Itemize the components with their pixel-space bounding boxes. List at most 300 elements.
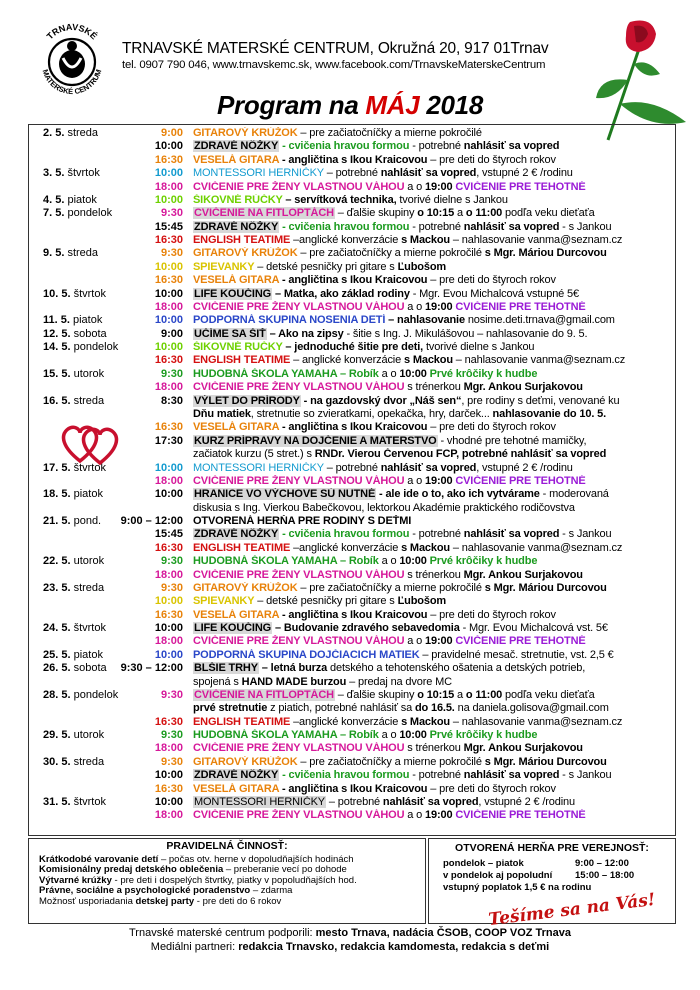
text-segment: – pre začiatočníčky a mierne pokročilé (297, 247, 485, 260)
text-segment: CVIČENIE PRE ŽENY VLASTNOU VÁHOU (193, 300, 405, 313)
schedule-row (29, 475, 675, 487)
event-time: 10:00 (154, 140, 183, 153)
text-segment: - s Jankou (559, 769, 612, 782)
text-segment: a o (404, 635, 426, 648)
schedule-row (29, 261, 675, 273)
text-segment: – ďalšie skupiny (334, 207, 418, 220)
event-description (193, 221, 673, 233)
text-segment: nahlásiť sa vopred (380, 461, 477, 474)
text-segment: 19:00 (425, 635, 453, 648)
event-time: 9:30 (160, 581, 183, 594)
text-segment: LIFE KOUČING (194, 622, 272, 635)
text-segment: 10:00 (399, 367, 427, 380)
text-segment: ENGLISH TEATIME (193, 541, 291, 554)
text-segment: nahlásiť sa vopred (463, 220, 560, 233)
schedule-row (29, 756, 675, 768)
event-description (193, 341, 673, 353)
text-segment: VESELÁ GITARA (193, 421, 280, 434)
event-time: 10:00 (154, 341, 183, 354)
event-date: 31. 5. štvrtok (43, 796, 106, 808)
event-description (193, 609, 673, 621)
text-segment: začiatok kurzu (5 stret.) s (193, 448, 315, 461)
text-segment: nahlásiť sa vopred (380, 167, 477, 180)
text-segment: ZDRAVÉ NÔŽKY (194, 769, 279, 782)
event-time: 9:00 (160, 327, 183, 340)
text-segment: , vstupné 2 € /rodinu (478, 796, 575, 808)
schedule-row (29, 274, 675, 286)
event-date: 14. 5. pondelok (43, 341, 119, 354)
text-segment: Výtvarné krúžky (39, 874, 112, 886)
text-segment: 19:00 (425, 474, 453, 487)
text-segment: - ale ide o to, ako ich vytvárame (376, 488, 540, 501)
event-description (193, 140, 673, 152)
text-segment: - šitie s Ing. J. Mikulášovou (343, 327, 475, 340)
open-play-heading: OTVORENÁ HERŇA PRE VEREJNOSŤ: (455, 842, 649, 854)
event-date: 18. 5. piatok (43, 488, 103, 501)
event-time: 10:00 (154, 167, 183, 180)
text-segment: - pre deti i dospelých štvrtky, piatky v popoludňajších hod. (111, 874, 357, 886)
regular-activity-item (29, 897, 425, 908)
text-segment: RNDr. Vierou Červenou FCP, potrebné nahlásiť sa vopred (314, 448, 607, 461)
text-segment: VESELÁ GITARA (193, 608, 280, 621)
text-segment: nahlasovanie do 10. 5. (492, 407, 607, 420)
text-segment: PODPORNÁ SKUPINA NOSENIA DETÍ (193, 314, 386, 327)
event-description (193, 595, 673, 607)
event-description (193, 555, 673, 567)
event-time: 18:00 (154, 180, 183, 193)
schedule-row (29, 702, 675, 714)
text-segment: ZDRAVÉ NÔŽKY (194, 220, 279, 233)
text-segment: – nahlasovanie do 9. 5. (474, 327, 588, 340)
text-segment: o 11:00 (465, 688, 503, 701)
event-time: 16:30 (154, 541, 183, 554)
open-play-item: vstupný poplatok 1,5 € na rodinu (443, 882, 592, 893)
event-description (193, 234, 673, 246)
text-segment: z piatich, potrebné nahlásiť sa (267, 702, 415, 715)
event-time: 16:30 (154, 354, 183, 367)
text-segment: s Mackou (403, 354, 453, 367)
schedule-row (29, 689, 675, 701)
text-segment: s Mgr. Máriou Durcovou (484, 581, 607, 594)
schedule-row (29, 595, 675, 607)
event-description (193, 756, 673, 768)
text-segment: , vstupné 2 € /rodinu (476, 167, 573, 180)
event-description (193, 261, 673, 273)
text-segment: s Mackou (401, 234, 450, 247)
text-segment: CVIČENIE PRE TEHOTNÉ (455, 300, 586, 313)
text-segment: GITAROVÝ KRÚŽOK (193, 127, 298, 139)
text-segment: s trénerkou (404, 381, 464, 394)
event-time: 9:30 (160, 755, 183, 768)
text-segment: podľa veku dieťaťa (502, 207, 595, 220)
text-segment: detského a tehotenského ošatenia a detských potrieb, (327, 662, 586, 675)
text-segment: GITAROVÝ KRÚŽOK (193, 755, 298, 768)
schedule-row (29, 769, 675, 781)
text-segment: s trénerkou (404, 742, 464, 755)
text-segment: - vhodné pre tehotné mamičky, (437, 434, 587, 447)
text-segment: Krátkodobé varovanie detí (39, 853, 159, 865)
event-date: 7. 5. pondelok (43, 207, 113, 220)
event-time: 18:00 (154, 809, 183, 822)
schedule-row (29, 408, 675, 420)
text-segment: - Mgr. Evou Michalcová vst. 5€ (459, 622, 608, 635)
schedule-row (29, 194, 675, 206)
event-time: 9:30 (160, 247, 183, 260)
text-segment: – nahlasovanie vanma@seznam.cz (450, 541, 623, 554)
event-date: 28. 5. pondelok (43, 688, 119, 701)
text-segment: – ďalšie skupiny (334, 688, 418, 701)
text-segment: o 11:00 (465, 207, 503, 220)
text-segment: MONTESSORI HERNIČKY (193, 167, 324, 180)
text-segment: – nahlasovanie (385, 314, 468, 327)
text-segment: s Mackou (401, 541, 450, 554)
text-segment: 19:00 (425, 180, 453, 193)
text-segment: - angličtina s Ikou Kraicovou (279, 782, 428, 795)
text-segment: Mgr. Ankou Surjakovou (463, 742, 583, 755)
text-segment: diskusia s Ing. Vierkou Babečkovou, lektorkou Akadémie praktického rodičovstva (193, 501, 575, 514)
text-segment: – pre deti do štyroch rokov (427, 782, 556, 795)
schedule-row (29, 288, 675, 300)
event-date: 11. 5. piatok (43, 314, 103, 327)
event-time: 16:30 (154, 234, 183, 247)
text-segment: – jednoduché šitie pre deti, (282, 341, 426, 354)
text-segment: s Mgr. Máriou Durcovou (484, 247, 607, 260)
text-segment: Ľubošom (397, 595, 447, 608)
text-segment: HAND MADE burzou (241, 675, 347, 688)
text-segment: Prvé krôčiky k hudbe (429, 555, 538, 568)
event-description (193, 288, 673, 300)
event-description (193, 207, 673, 219)
text-segment: CVIČENIE PRE ŽENY VLASTNOU VÁHOU (193, 474, 405, 487)
event-time: 16:30 (154, 153, 183, 166)
event-description (193, 475, 673, 487)
text-segment: – servítková technika, (282, 193, 400, 206)
event-date: 23. 5. streda (43, 581, 105, 594)
text-segment: 10:00 (399, 555, 427, 568)
text-segment: o 10:15 (417, 688, 455, 701)
event-time: 16:30 (154, 782, 183, 795)
text-segment: a o (404, 809, 426, 822)
slogan: Tešíme sa na Vás! (487, 889, 657, 931)
text-segment: PODPORNÁ SKUPINA DOJČIACICH MATIEK (193, 648, 420, 661)
schedule-row (29, 448, 675, 460)
event-description (193, 408, 673, 420)
text-segment: – Ako na zipsy (266, 327, 344, 340)
text-segment: KURZ PRÍPRAVY NA DOJČENIE A MATERSTVO (194, 434, 437, 447)
text-segment: – potrebné (323, 461, 381, 474)
text-segment: GITAROVÝ KRÚŽOK (193, 581, 298, 594)
regular-activities-heading: PRAVIDELNÁ ČINNOSŤ: (166, 840, 288, 852)
event-description (193, 435, 673, 447)
schedule-table (28, 124, 676, 836)
schedule-row (29, 555, 675, 567)
event-description (193, 769, 673, 781)
event-time: 8:30 (160, 394, 183, 407)
event-description (193, 729, 673, 741)
schedule-row (29, 809, 675, 821)
event-time: 17:30 (154, 434, 183, 447)
event-description (193, 181, 673, 193)
schedule-row (29, 328, 675, 340)
text-segment: UČÍME SA ŠIŤ (194, 327, 266, 340)
event-date: 17. 5. štvrtok (43, 461, 106, 474)
text-segment: HUDOBNÁ ŠKOLA YAMAHA – Robík (193, 555, 379, 568)
schedule-row (29, 649, 675, 661)
text-segment: –anglické konverzácie (290, 234, 402, 247)
text-segment: a (454, 688, 466, 701)
schedule-row (29, 488, 675, 500)
event-description (193, 809, 673, 821)
schedule-row (29, 234, 675, 246)
event-description (193, 622, 673, 634)
event-description (193, 716, 673, 728)
text-segment: - na gazdovský dvor „Náš sen“ (300, 394, 462, 407)
event-description (193, 314, 673, 326)
text-segment: - s Jankou (559, 528, 612, 541)
event-time: 9:00 (160, 127, 183, 139)
text-segment: VESELÁ GITARA (193, 782, 280, 795)
event-time: 10:00 (154, 314, 183, 327)
event-date: 22. 5. utorok (43, 555, 105, 568)
text-segment: CVIČENIE PRE TEHOTNÉ (455, 635, 586, 648)
text-segment: Prvé krôčiky k hudbe (429, 367, 538, 380)
text-segment: a (454, 207, 466, 220)
event-time: 10:00 (154, 595, 183, 608)
text-segment: prvé stretnutie (193, 702, 268, 715)
text-segment: - potrebné (409, 769, 464, 782)
event-time: 9:30 (160, 729, 183, 742)
text-segment: Možnosť usporiadania (39, 895, 136, 907)
text-segment: SPIEVANKY (193, 260, 255, 273)
schedule-row (29, 662, 675, 674)
schedule-row (29, 421, 675, 433)
event-time: 18:00 (154, 474, 183, 487)
event-time: 18:00 (154, 635, 183, 648)
event-time: 15:45 (154, 528, 183, 541)
text-segment: CVIČENIE PRE TEHOTNÉ (455, 180, 586, 193)
text-segment: , vstupné 2 € /rodinu (476, 461, 573, 474)
event-description (193, 515, 673, 527)
event-description (193, 783, 673, 795)
event-date: 9. 5. streda (43, 247, 99, 260)
text-segment: podľa veku dieťaťa (502, 688, 595, 701)
text-segment: – Matka, ako základ rodiny (272, 287, 410, 300)
schedule-row (29, 676, 675, 688)
event-description (193, 368, 673, 380)
event-time: 10:00 (154, 648, 183, 661)
event-description (193, 301, 673, 313)
schedule-row (29, 609, 675, 621)
text-segment: , stretnutie so zvieratkami, opekačka, hry, darček... (250, 407, 493, 420)
schedule-row (29, 181, 675, 193)
text-segment: - pre deti do 6 rokov (194, 895, 282, 907)
event-description (193, 502, 673, 514)
event-time: 15:45 (154, 220, 183, 233)
event-date: 15. 5. utorok (43, 367, 105, 380)
text-segment: nahlásiť sa vopred (382, 796, 479, 808)
text-segment: VESELÁ GITARA (193, 274, 280, 287)
text-segment: - potrebné (409, 528, 464, 541)
header (122, 40, 592, 73)
text-segment: s trénerkou (404, 568, 464, 581)
event-date: 24. 5. štvrtok (43, 622, 106, 635)
regular-activities-box (28, 838, 426, 924)
schedule-row (29, 301, 675, 313)
text-segment: - potrebné (409, 140, 464, 153)
event-date: 10. 5. štvrtok (43, 287, 106, 300)
event-time: 16:30 (154, 608, 183, 621)
text-segment: – letná burza (258, 662, 328, 675)
text-segment: a o (404, 300, 426, 313)
event-time: 9:30 (160, 207, 183, 220)
event-time: 9:30 (160, 555, 183, 568)
schedule-row (29, 462, 675, 474)
text-segment: OTVORENÁ HERŇA PRE RODINY S DEŤMI (193, 515, 412, 528)
text-segment: GITAROVÝ KRÚŽOK (193, 247, 298, 260)
event-date: 3. 5. štvrtok (43, 167, 100, 180)
event-description (193, 649, 673, 661)
schedule-row (29, 140, 675, 152)
event-time: 10:00 (154, 796, 183, 808)
text-segment: HRANICE VO VÝCHOVE SÚ NUTNÉ (194, 488, 376, 501)
text-segment: – pre deti do štyroch rokov (427, 274, 556, 287)
schedule-row (29, 395, 675, 407)
schedule-row (29, 515, 675, 527)
text-segment: ŠIKOVNÉ RUČKY (193, 341, 283, 354)
text-segment: – potrebné (326, 796, 383, 808)
text-segment: 19:00 (425, 809, 453, 822)
event-description (193, 194, 673, 206)
text-segment: ENGLISH TEATIME (193, 354, 291, 367)
text-segment: a o (378, 367, 400, 380)
event-date: 2. 5. streda (43, 127, 99, 139)
schedule-row (29, 783, 675, 795)
event-description (193, 689, 673, 701)
event-time-range: 9:30 – 12:00 (120, 662, 183, 675)
event-description (193, 542, 673, 554)
schedule-row (29, 247, 675, 259)
text-segment: HUDOBNÁ ŠKOLA YAMAHA – Robík (193, 367, 379, 380)
text-segment: – pre deti do štyroch rokov (427, 153, 556, 166)
event-date: 29. 5. utorok (43, 729, 105, 742)
text-segment: nahlásiť sa vopred (463, 769, 560, 782)
page-title: Program na MÁJ 2018 (217, 90, 483, 120)
text-segment: Dňu matiek (193, 407, 251, 420)
text-segment: nahlásiť sa vopred (463, 140, 560, 153)
text-segment: – počas otv. herne v dopoludňajších hodinách (158, 853, 354, 865)
text-segment: - s Jankou (559, 220, 612, 233)
schedule-row (29, 502, 675, 514)
text-segment: – predaj na dvore MC (346, 675, 452, 688)
event-description (193, 154, 673, 166)
text-segment: - cvičenia hravou formou (279, 140, 410, 153)
event-time: 10:00 (154, 488, 183, 501)
event-time: 9:30 (160, 367, 183, 380)
schedule-row (29, 435, 675, 447)
event-description (193, 354, 673, 366)
text-segment: CVIČENIE PRE ŽENY VLASTNOU VÁHOU (193, 568, 405, 581)
event-time: 10:00 (154, 193, 183, 206)
event-description (193, 742, 673, 754)
text-segment: spojená s (193, 675, 242, 688)
event-time: 18:00 (154, 568, 183, 581)
text-segment: do 16.5. (414, 702, 455, 715)
text-segment: - angličtina s Ikou Kraicovou (279, 153, 428, 166)
text-segment: - Mgr. Evou Michalcová vstupné 5€ (409, 287, 579, 300)
text-segment: – pravidelné mesač. stretnutie, vst. 2,5 € (419, 648, 614, 661)
text-segment: Mgr. Ankou Surjakovou (463, 381, 583, 394)
event-description (193, 528, 673, 540)
text-segment: – detské pesničky pri gitare s (254, 260, 398, 273)
text-segment: - moderovaná (539, 488, 609, 501)
text-segment: CVIČENIE PRE TEHOTNÉ (455, 809, 586, 822)
text-segment: – pre deti do štyroch rokov (427, 608, 556, 621)
text-segment: – pre deti do štyroch rokov (427, 421, 556, 434)
text-segment: – pre začiatočníčky a mierne pokročilé (297, 581, 485, 594)
text-segment: s Mgr. Máriou Durcovou (484, 755, 607, 768)
event-date: 21. 5. pond. (43, 515, 102, 528)
text-segment: SPIEVANKY (193, 595, 255, 608)
event-description (193, 395, 673, 407)
text-segment: detskej party (135, 895, 195, 907)
text-segment: s Mackou (401, 715, 450, 728)
text-segment: – nahlasovanie vanma@seznam.cz (450, 715, 623, 728)
event-description (193, 421, 673, 433)
schedule-row (29, 314, 675, 326)
text-segment: VESELÁ GITARA (193, 153, 280, 166)
schedule-row (29, 742, 675, 754)
text-segment: Právne, sociálne a psychologické poradenstvo (39, 885, 251, 896)
text-segment: MONTESSORI HERNIČKY (194, 796, 325, 808)
schedule-row (29, 154, 675, 166)
event-description (193, 662, 673, 674)
event-date: 4. 5. piatok (43, 193, 97, 206)
schedule-row (29, 127, 675, 139)
event-description (193, 448, 673, 460)
text-segment: – preberanie vecí po dohode (223, 864, 347, 875)
event-date: 16. 5. streda (43, 394, 105, 407)
event-description (193, 796, 673, 808)
text-segment: – detské pesničky pri gitare s (254, 595, 398, 608)
text-segment: CVIČENIE PRE ŽENY VLASTNOU VÁHOU (193, 635, 405, 648)
text-segment: na daniela.golisova@gmail.com (454, 702, 609, 715)
schedule-row (29, 622, 675, 634)
schedule-row (29, 796, 675, 808)
event-description (193, 127, 673, 139)
text-segment: Komisionálny predaj detského oblečenia (39, 864, 224, 875)
text-segment: Prvé krôčiky k hudbe (429, 729, 538, 742)
text-segment: tvorivé dielne s Jankou (425, 341, 535, 354)
event-description (193, 635, 673, 647)
event-description (193, 274, 673, 286)
logo-bottom-text: MATERSKÉ CENTRUM (40, 68, 104, 97)
event-description (193, 247, 673, 259)
event-description (193, 569, 673, 581)
event-time: 9:30 (160, 688, 183, 701)
event-time: 18:00 (154, 381, 183, 394)
open-play-item: pondelok – piatok 9:00 – 12:00 (443, 858, 629, 869)
schedule-row (29, 368, 675, 380)
event-date: 25. 5. piatok (43, 648, 103, 661)
text-segment: CVIČENIE NA FITLOPTÁCH (194, 207, 334, 220)
event-time: 16:30 (154, 421, 183, 434)
event-date: 12. 5. sobota (43, 327, 107, 340)
text-segment: LIFE KOUČING (194, 287, 272, 300)
text-segment: , pre rodiny s deťmi, venované ku (461, 394, 620, 407)
event-time: 10:00 (154, 287, 183, 300)
text-segment: ENGLISH TEATIME (193, 715, 291, 728)
text-segment: a o (378, 555, 400, 568)
